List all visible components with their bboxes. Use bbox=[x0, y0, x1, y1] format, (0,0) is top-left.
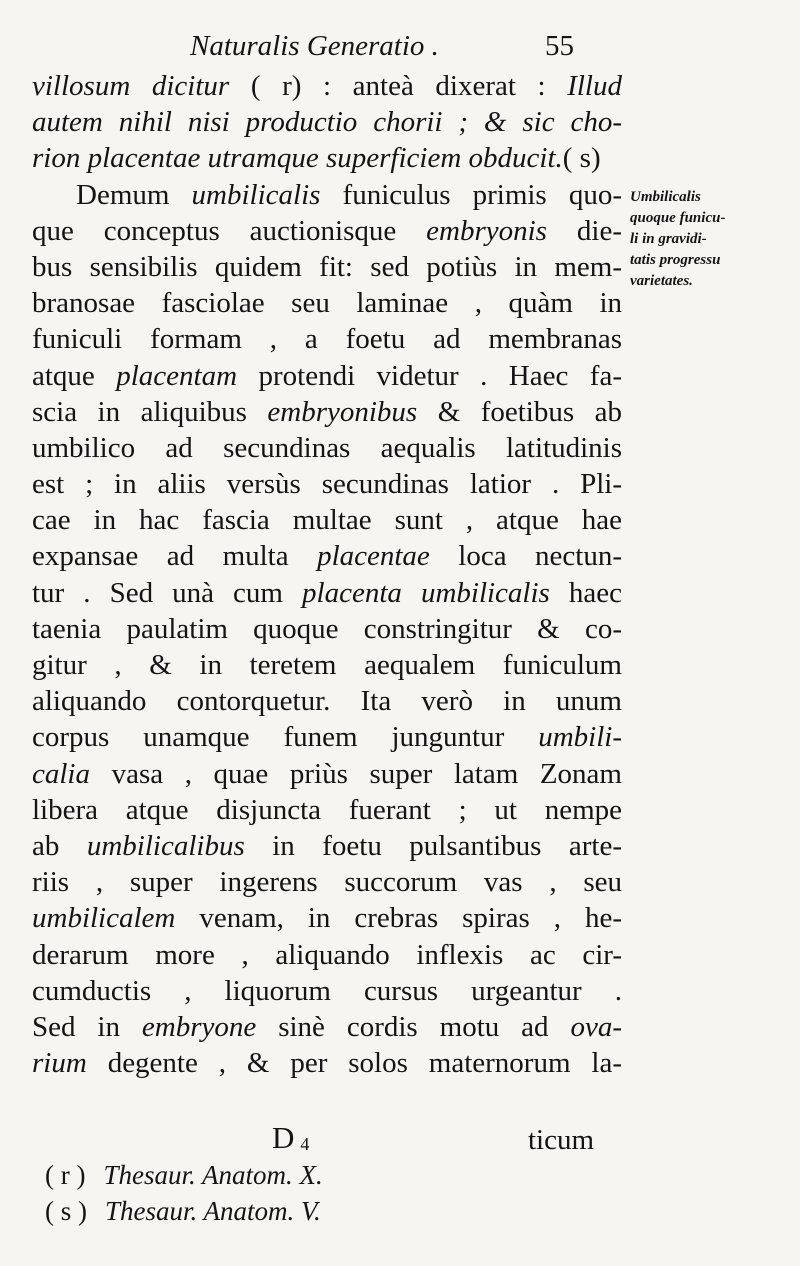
catchword: ticum bbox=[528, 1124, 595, 1156]
footnotes bbox=[45, 1157, 323, 1229]
text-run: umbilico ad secundinas aequalis latitudinis bbox=[32, 431, 622, 464]
italic-run: placentae bbox=[317, 540, 430, 573]
text-line bbox=[32, 321, 622, 357]
text-run: degente , & per solos maternorum la- bbox=[86, 1047, 622, 1080]
text-run: & foetibus ab bbox=[417, 395, 622, 428]
italic-run: placentam bbox=[116, 359, 238, 392]
text-run: in foetu pulsantibus arte- bbox=[244, 829, 622, 862]
italic-run: autem nihil nisi productio chorii ; & sic cho- bbox=[32, 106, 622, 139]
text-run: die- bbox=[546, 214, 622, 247]
text-line bbox=[32, 611, 622, 647]
text-run: Sed in bbox=[32, 1010, 142, 1043]
text-run: atque bbox=[32, 359, 117, 392]
text-run: que conceptus auctionisque bbox=[32, 214, 427, 247]
text-line bbox=[32, 973, 622, 1009]
text-run: taenia paulatim quoque constringitur & co- bbox=[32, 612, 622, 645]
footnote bbox=[45, 1157, 323, 1193]
italic-run: placenta umbilicalis bbox=[302, 576, 550, 609]
text-run: libera atque disjuncta fuerant ; ut nempe bbox=[32, 793, 622, 826]
text-run: cumductis , liquorum cursus urgeantur . bbox=[32, 974, 622, 1007]
italic-run: embryonis bbox=[426, 214, 547, 247]
margin-note-line: varietates. bbox=[630, 273, 693, 289]
text-line bbox=[32, 502, 622, 538]
text-run: haec bbox=[549, 576, 622, 609]
text-run: est ; in aliis versùs secundinas latior . Pli- bbox=[32, 468, 622, 501]
text-run: ( s) bbox=[562, 142, 601, 175]
text-line bbox=[32, 104, 622, 140]
text-run: ab bbox=[32, 829, 87, 862]
signature-letter: D bbox=[272, 1120, 295, 1155]
text-line bbox=[32, 466, 622, 502]
signature-number: 4 bbox=[300, 1134, 310, 1154]
text-run: cae in hac fascia multae sunt , atque hae bbox=[32, 504, 622, 537]
text-run: scia in aliquibus bbox=[32, 395, 268, 428]
signature-mark bbox=[272, 1120, 309, 1156]
text-run: funiculus primis quo- bbox=[320, 178, 622, 211]
page-number: 55 bbox=[545, 30, 574, 62]
text-line bbox=[32, 538, 622, 574]
text-line bbox=[32, 1009, 622, 1045]
text-run: funiculi formam , a foetu ad membranas bbox=[32, 323, 622, 356]
text-line bbox=[32, 719, 622, 755]
italic-run: embryone bbox=[141, 1010, 257, 1043]
text-line bbox=[32, 249, 622, 285]
italic-run: embryonibus bbox=[267, 395, 418, 428]
italic-run: umbili- bbox=[538, 721, 622, 754]
text-line bbox=[32, 358, 622, 394]
footnote-text: Thesaur. Anatom. X. bbox=[103, 1160, 323, 1190]
text-line bbox=[32, 140, 622, 176]
text-line bbox=[32, 647, 622, 683]
text-line bbox=[32, 864, 622, 900]
margin-note bbox=[630, 187, 795, 292]
text-line bbox=[32, 285, 622, 321]
text-line bbox=[32, 683, 622, 719]
footnote-text: Thesaur. Anatom. V. bbox=[105, 1196, 321, 1226]
text-line bbox=[32, 430, 622, 466]
text-run: vasa , quae priùs super latam Zonam bbox=[90, 757, 622, 790]
text-line bbox=[32, 900, 622, 936]
italic-run: ova- bbox=[570, 1010, 623, 1043]
italic-run: rium bbox=[32, 1047, 87, 1080]
footnote-marker: ( s ) bbox=[45, 1196, 87, 1226]
text-run: expansae ad multa bbox=[32, 540, 318, 573]
margin-note-line: Umbilicalis bbox=[630, 189, 701, 205]
text-line bbox=[32, 828, 622, 864]
paragraph-start-line bbox=[32, 177, 622, 213]
text-line bbox=[32, 68, 622, 104]
main-text bbox=[32, 68, 622, 1081]
footnote bbox=[45, 1193, 323, 1229]
margin-note-line: tatis progressu bbox=[630, 252, 721, 268]
italic-run: umbilicalem bbox=[32, 902, 176, 935]
text-run: tur . Sed unà cum bbox=[32, 576, 303, 609]
text-line bbox=[32, 394, 622, 430]
text-line bbox=[32, 1045, 622, 1081]
text-run: venam, in crebras spiras , he- bbox=[175, 902, 622, 935]
text-line bbox=[32, 756, 622, 792]
text-run: aliquando contorquetur. Ita verò in unum bbox=[32, 685, 622, 718]
text-run: gitur , & in teretem aequalem funiculum bbox=[32, 649, 622, 681]
italic-run: umbilicalis bbox=[191, 178, 321, 211]
text-run: loca nectun- bbox=[429, 540, 622, 573]
running-title: Naturalis Generatio . bbox=[190, 30, 439, 62]
text-run: bus sensibilis quidem fit: sed potiùs in mem- bbox=[32, 250, 622, 283]
text-run: sinè cordis motu ad bbox=[256, 1010, 571, 1043]
text-run: ( r) : anteà dixerat : bbox=[229, 70, 568, 102]
text-line bbox=[32, 937, 622, 973]
text-line bbox=[32, 792, 622, 828]
margin-note-line: li in gravidi- bbox=[630, 231, 707, 247]
margin-note-line: quoque funicu- bbox=[630, 210, 726, 226]
italic-run: villosum dicitur bbox=[32, 70, 230, 102]
text-line bbox=[32, 575, 622, 611]
text-run: corpus unamque funem junguntur bbox=[32, 721, 539, 754]
footnote-marker: ( r ) bbox=[45, 1160, 86, 1190]
text-run: derarum more , aliquando inflexis ac cir- bbox=[32, 938, 622, 971]
text-run: protendi videtur . Haec fa- bbox=[237, 359, 622, 392]
italic-run: calia bbox=[32, 757, 90, 790]
italic-run: Illud bbox=[567, 70, 622, 102]
text-run: riis , super ingerens succorum vas , seu bbox=[32, 866, 622, 899]
text-run: branosae fasciolae seu laminae , quàm in bbox=[32, 287, 622, 320]
italic-run: rion placentae utramque superficiem obducit. bbox=[32, 142, 563, 175]
text-run: Demum bbox=[76, 178, 192, 211]
italic-run: umbilicalibus bbox=[86, 829, 245, 862]
text-line bbox=[32, 213, 622, 249]
